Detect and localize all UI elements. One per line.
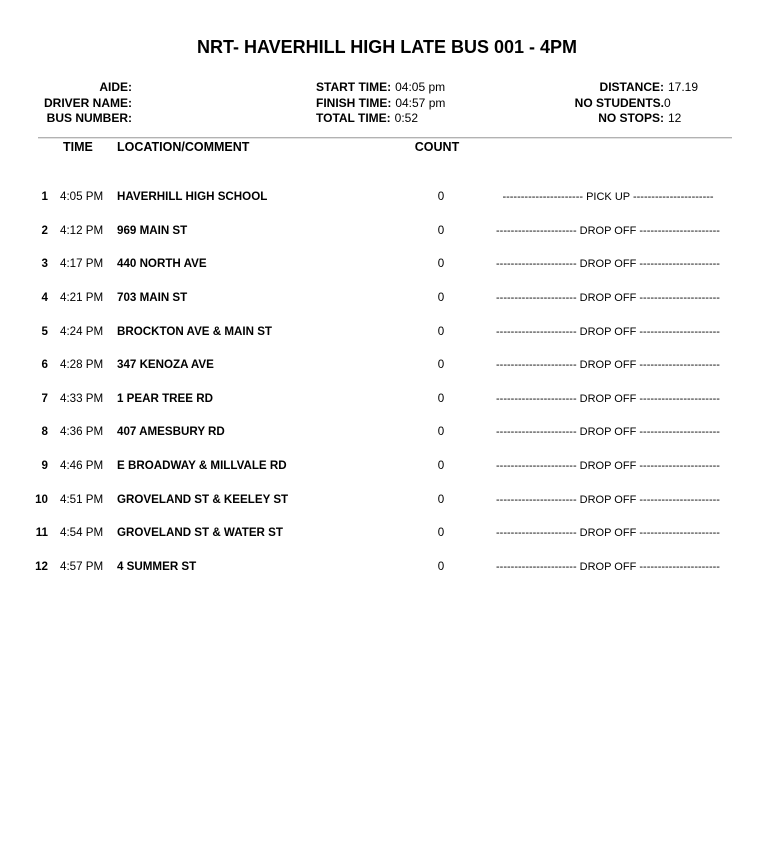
dash-run-right: ---------------------- bbox=[639, 325, 720, 338]
stop-action-label: DROP OFF bbox=[579, 258, 637, 271]
start-time-value: 04:05 pm bbox=[395, 80, 446, 94]
stop-location: 1 PEAR TREE RD bbox=[117, 391, 213, 405]
table-row bbox=[0, 494, 774, 528]
header-divider bbox=[38, 137, 732, 139]
stop-time: 4:17 PM bbox=[60, 257, 104, 271]
stop-action bbox=[487, 561, 729, 573]
no-students-field bbox=[0, 96, 774, 112]
stop-number: 7 bbox=[41, 391, 48, 405]
distance-label: DISTANCE: bbox=[599, 80, 664, 94]
finish-time-value: 04:57 pm bbox=[395, 95, 446, 110]
dash-run-left: ---------------------- bbox=[496, 258, 577, 271]
table-row bbox=[0, 426, 774, 460]
dash-run-right: ---------------------- bbox=[639, 224, 720, 237]
stop-action-label: DROP OFF bbox=[579, 291, 637, 304]
stop-number: 3 bbox=[41, 257, 48, 271]
stop-number: 11 bbox=[35, 526, 48, 540]
table-row bbox=[0, 527, 774, 561]
stop-location: GROVELAND ST & WATER ST bbox=[117, 526, 283, 540]
stop-action-label: DROP OFF bbox=[579, 527, 637, 540]
stop-count: 0 bbox=[437, 526, 445, 540]
dash-run-left: ---------------------- bbox=[496, 392, 577, 405]
stop-action bbox=[487, 494, 729, 506]
table-row bbox=[0, 191, 774, 225]
stop-count: 0 bbox=[437, 425, 445, 439]
driver-name-label: DRIVER NAME: bbox=[43, 95, 132, 110]
stop-location: 4 SUMMER ST bbox=[117, 559, 197, 573]
stop-action bbox=[487, 393, 729, 405]
stop-time: 4:33 PM bbox=[60, 391, 104, 405]
stop-number: 10 bbox=[35, 492, 48, 506]
stop-action bbox=[487, 191, 729, 203]
stop-number: 4 bbox=[41, 290, 48, 304]
stop-location: 407 AMESBURY RD bbox=[117, 425, 225, 439]
dash-run-left: ---------------------- bbox=[496, 359, 577, 372]
stop-action-label: DROP OFF bbox=[579, 359, 637, 372]
dash-run-left: ---------------------- bbox=[496, 460, 577, 472]
count-column-header: COUNT bbox=[414, 140, 460, 154]
stop-count: 0 bbox=[437, 559, 445, 573]
stop-number: 2 bbox=[41, 223, 48, 237]
stop-action-label: DROP OFF bbox=[579, 325, 637, 338]
stop-action-label: PICK UP bbox=[586, 191, 630, 203]
finish-time-label: FINISH TIME: bbox=[316, 95, 392, 110]
stop-time: 4:12 PM bbox=[60, 223, 104, 237]
dash-run-left: ---------------------- bbox=[496, 493, 577, 506]
stop-time: 4:28 PM bbox=[60, 358, 104, 372]
start-time-label: START TIME: bbox=[316, 80, 392, 94]
no-stops-value: 12 bbox=[668, 111, 682, 125]
dash-run-left: ---------------------- bbox=[502, 191, 584, 203]
total-time-value: 0:52 bbox=[394, 111, 419, 125]
stop-count: 0 bbox=[437, 290, 445, 304]
table-row bbox=[0, 292, 774, 326]
no-stops-label: NO STOPS: bbox=[598, 111, 664, 125]
dash-run-left: ---------------------- bbox=[496, 224, 577, 237]
table-row bbox=[0, 393, 774, 427]
stop-location: BROCKTON AVE & MAIN ST bbox=[117, 324, 273, 338]
stop-action bbox=[487, 326, 729, 338]
dash-run-right: ---------------------- bbox=[639, 527, 720, 540]
stop-number: 8 bbox=[41, 425, 48, 439]
stop-time: 4:57 PM bbox=[60, 559, 104, 573]
stop-number: 6 bbox=[41, 358, 48, 372]
stop-number: 9 bbox=[41, 459, 48, 472]
distance-value: 17.19 bbox=[668, 80, 699, 94]
stop-count: 0 bbox=[437, 324, 445, 338]
dash-run-right: ---------------------- bbox=[639, 426, 720, 439]
stop-action-label: DROP OFF bbox=[579, 224, 637, 237]
location-column-header: LOCATION/COMMENT bbox=[117, 140, 250, 154]
stop-count: 0 bbox=[437, 358, 445, 372]
stop-action bbox=[487, 225, 729, 237]
stop-time: 4:36 PM bbox=[60, 425, 104, 439]
dash-run-left: ---------------------- bbox=[496, 426, 577, 439]
stop-count: 0 bbox=[437, 257, 445, 271]
stop-action bbox=[487, 292, 729, 304]
stop-action-label: DROP OFF bbox=[579, 493, 637, 506]
trip-info-block bbox=[0, 80, 774, 127]
stop-count: 0 bbox=[437, 190, 445, 203]
stop-location: GROVELAND ST & KEELEY ST bbox=[117, 492, 289, 506]
dash-run-right: ---------------------- bbox=[639, 392, 720, 405]
stop-number: 12 bbox=[35, 559, 48, 573]
time-column-header: TIME bbox=[63, 140, 93, 154]
stop-time: 4:05 PM bbox=[60, 190, 104, 203]
stop-action bbox=[487, 258, 729, 270]
stops-table bbox=[0, 191, 774, 595]
stop-action-label: DROP OFF bbox=[579, 460, 637, 472]
no-students-value: 0 bbox=[664, 95, 671, 110]
dash-run-left: ---------------------- bbox=[496, 560, 577, 573]
stop-count: 0 bbox=[437, 492, 445, 506]
dash-run-right: ---------------------- bbox=[639, 359, 720, 372]
stop-action bbox=[487, 460, 729, 472]
no-stops-field bbox=[0, 111, 774, 127]
table-row bbox=[0, 460, 774, 494]
table-row bbox=[0, 561, 774, 595]
stop-time: 4:51 PM bbox=[60, 492, 104, 506]
total-time-label: TOTAL TIME: bbox=[316, 111, 391, 125]
table-row bbox=[0, 326, 774, 360]
dash-run-left: ---------------------- bbox=[496, 291, 577, 304]
stop-action-label: DROP OFF bbox=[579, 426, 637, 439]
stop-location: 440 NORTH AVE bbox=[117, 257, 207, 271]
dash-run-right: ---------------------- bbox=[639, 291, 720, 304]
stop-location: 969 MAIN ST bbox=[117, 223, 188, 237]
stop-time: 4:46 PM bbox=[60, 459, 104, 472]
stop-number: 5 bbox=[41, 324, 48, 338]
table-row bbox=[0, 225, 774, 259]
dash-run-left: ---------------------- bbox=[496, 527, 577, 540]
dash-run-right: ---------------------- bbox=[639, 460, 720, 472]
info-row bbox=[0, 111, 774, 127]
stop-action-label: DROP OFF bbox=[579, 560, 637, 573]
info-row bbox=[0, 96, 774, 112]
stop-location: 347 KENOZA AVE bbox=[117, 358, 214, 372]
stop-location: HAVERHILL HIGH SCHOOL bbox=[117, 190, 268, 203]
stop-count: 0 bbox=[437, 223, 445, 237]
stop-number: 1 bbox=[41, 190, 48, 203]
dash-run-right: ---------------------- bbox=[639, 560, 720, 573]
stop-location: E BROADWAY & MILLVALE RD bbox=[117, 459, 287, 472]
aide-label: AIDE: bbox=[99, 80, 132, 94]
dash-run-right: ---------------------- bbox=[632, 191, 714, 203]
stop-time: 4:21 PM bbox=[60, 290, 104, 304]
table-row bbox=[0, 359, 774, 393]
stop-count: 0 bbox=[437, 459, 445, 472]
stop-location: 703 MAIN ST bbox=[117, 290, 188, 304]
stop-action bbox=[487, 527, 729, 539]
dash-run-right: ---------------------- bbox=[639, 258, 720, 271]
no-students-label: NO STUDENTS. bbox=[574, 95, 664, 110]
dash-run-left: ---------------------- bbox=[496, 325, 577, 338]
table-row bbox=[0, 258, 774, 292]
info-row bbox=[0, 80, 774, 96]
stop-action-label: DROP OFF bbox=[579, 392, 637, 405]
stop-action bbox=[487, 426, 729, 438]
dash-run-right: ---------------------- bbox=[639, 493, 720, 506]
stop-time: 4:54 PM bbox=[60, 526, 104, 540]
stop-count: 0 bbox=[437, 391, 445, 405]
distance-field bbox=[0, 80, 774, 96]
page-title: NRT- HAVERHILL HIGH LATE BUS 001 - 4PM bbox=[196, 37, 578, 57]
bus-number-label: BUS NUMBER: bbox=[46, 111, 132, 125]
stop-time: 4:24 PM bbox=[60, 324, 104, 338]
stop-action bbox=[487, 359, 729, 371]
